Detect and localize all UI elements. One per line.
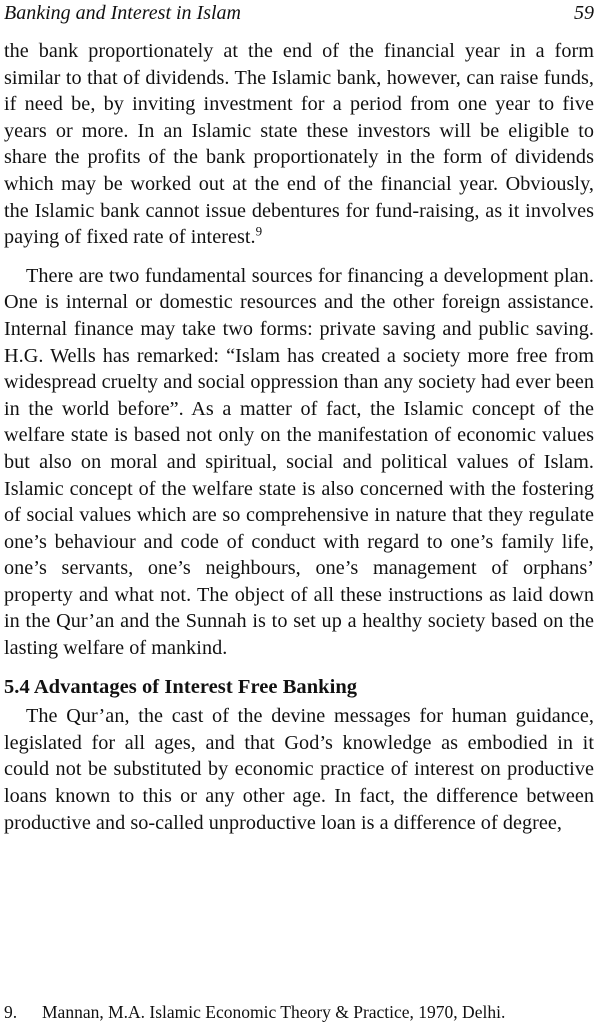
paragraph-text: the bank proportionately at the end of the financial year in a form similar to that of dividends. The Islamic bank, however, can raise funds, if need be, by inviting investment for a period from one year to five years or more. In an Islamic state these investors will be eligible to share the profits of the bank proportionately in the form of dividends which may be worked out at the end of the financial year. Obviously, the Islamic bank cannot issue debentures for fund-raising, as it involves paying of fixed rate of interest. (4, 40, 594, 249)
paragraph: The Qur’an, the cast of the devine messages for human guidance, legislated for all ages, and that God’s knowledge as embodied in it could not be substituted by economic practice of interest on productive loans known to this or any other age. In fact, the difference between productive and so-called unproductive loan is a difference of degree, (4, 705, 594, 834)
paragraph: There are two fundamental sources for financing a development plan. One is internal or domestic resources and the other foreign assistance. Internal finance may take two forms: private saving and public saving. H.G. Wells has remarked: “Islam has created a society more free from widespread cruelty and social oppression than any society had ever been in the world before”. As a matter of fact, the Islamic concept of the welfare state is based not only on the manifestation of economic values but also on moral and spiritual, social and political values of Islam. Islamic concept of the welfare state is also concerned with the fostering of social values which are so comprehensive in nature that they regulate one’s behaviour and code of conduct with regard to one’s family life, one’s servants, one’s neighbours, one’s management of orphans’ property and what not. The object of all these instructions as laid down in the Qur’an and the Sunnah is to set up a healthy society based on the lasting welfare of mankind. (4, 264, 594, 660)
running-head (4, 2, 594, 30)
page-number: 59 (574, 2, 594, 24)
running-title: Banking and Interest in Islam (4, 2, 242, 24)
section-heading: 5.4 Advantages of Interest Free Banking (4, 675, 358, 698)
footnote-reference: 9 (255, 223, 263, 239)
body-text (4, 38, 594, 836)
paragraph-continued (4, 38, 594, 251)
footnote (4, 1001, 594, 1023)
footnote-number: 9. (4, 1002, 18, 1022)
footnote-text: Mannan, M.A. Islamic Economic Theory & Practice, 1970, Delhi. (42, 1002, 506, 1022)
